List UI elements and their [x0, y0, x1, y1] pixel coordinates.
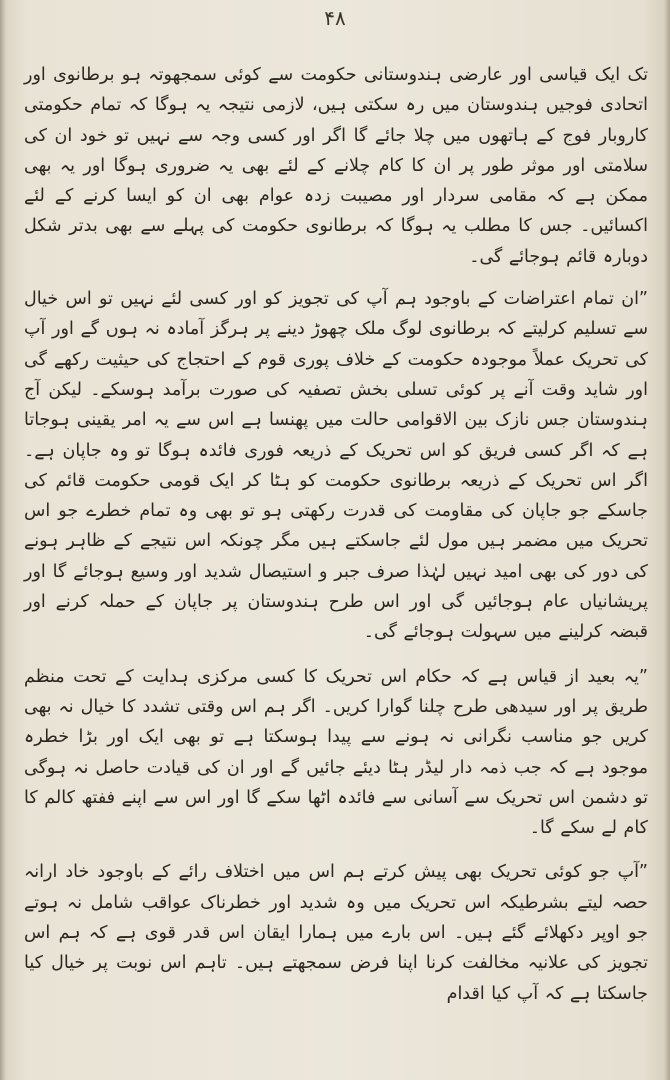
- page-body: [24, 60, 648, 1023]
- page-number: ۴۸: [324, 6, 346, 30]
- paragraph-3: ”یہ بعید از قیاس ہے کہ حکام اس تحریک کا کسی مرکزی ہدایت کے تحت منظم طریق پر اور سیدھی طرح چلنا گوارا کریں۔ اگر ہم اس وقتی تشدد کا خیال نہ بھی کریں جو مناسب نگرانی نہ ہونے سے پیدا ہوسکتا ہے تو بھی ایک اور بڑا خطرہ موجود ہے کہ جب ذمہ دار لیڈر ہٹا دیئے جائیں گے اور ان کی قیادت حاصل نہ ہوگی تو دشمن اس تحریک سے آسانی سے فائدہ اٹھا سکے گا اور اس سے اپنے ففتھ کالم کا کام لے سکے گا۔: [24, 666, 648, 839]
- page-edge-shadow-right: [664, 0, 670, 1080]
- paragraph-2: ”ان تمام اعتراضات کے باوجود ہم آپ کی تجویز کو اور کسی لئے نہیں تو اس خیال سے تسلیم کرلیتے کہ برطانوی لوگ ملک چھوڑ دینے پر ہرگز آمادہ نہ ہوں گے اور آپ کی تحریک عملاً موجودہ حکومت کے خلاف پوری قوم کے احتجاج کی حیثیت رکھے گی اور شاید وقت آنے پر کوئی تسلی بخش تصفیہ کی صورت برآمد ہوسکے۔ لیکن آج ہندوستان جس نازک بین الاقوامی حالت میں پھنسا ہے اس سے یہ امر یقینی ہوجاتا ہے کہ اگر کسی فریق کو اس تحریک کے ذریعہ فوری فائدہ ہوگا تو وہ جاپان ہے۔ اگر اس تحریک کے ذریعہ برطانوی حکومت کو ہٹا کر ایک قومی حکومت قائم کی جاسکے جو جاپان کی مقاومت کی قدرت رکھتی ہو تو بھی وہ تمام خطرے جو اس تحریک میں مضمر ہیں مول لئے جاسکتے ہیں مگر چونکہ اس نتیجے کے ظاہر ہونے کی دور کی بھی امید نہیں لہٰذا صرف جبر و استیصال شدید اور وسیع ہوجائے گا اور پریشانیاں عام ہوجائیں گی اور اس طرح ہندوستان پر جاپان کے حملہ کرنے اور قبضہ کرلینے میں سہولت ہوجائے گی۔: [24, 289, 648, 643]
- paragraph-1: تک ایک قیاسی اور عارضی ہندوستانی حکومت سے کوئی سمجھوتہ ہو برطانوی اور اتحادی فوجیں ہندوستان میں رہ سکتی ہیں، لازمی نتیجہ یہ ہوگا کہ تمام حکومتی کاروبار فوج کے ہاتھوں میں چلا جائے گا اگر اور کسی وجہ سے نہیں تو خود ان کی سلامتی اور موثر طور پر ان کا کام چلانے کے لئے بھی یہ ضروری ہوگا اور یہ بھی ممکن ہے کہ مقامی سردار اور مصیبت زدہ عوام بھی ان کو ایسا کرنے کے لئے اکسائیں۔ جس کا مطلب یہ ہوگا کہ برطانوی حکومت کی پہلے سے بھی بدتر شکل دوبارہ قائم ہوجائے گی۔: [24, 65, 648, 267]
- page-edge-shadow-left: [0, 0, 6, 1080]
- paragraph-4: ”آپ جو کوئی تحریک بھی پیش کرتے ہم اس میں اختلاف رائے کے باوجود خاد ارانہ حصہ لیتے بشرطیکہ اس تحریک میں وہ شدید اور خطرناک عواقب شامل نہ ہوتے جو اوپر دکھلائے گئے ہیں۔ اس بارے میں ہمارا ایقان اس قدر قوی ہے کہ ہم اس تجویز کی علانیہ مخالفت کرنا اپنا فرض سمجھتے ہیں۔ تاہم اس نوبت پر خیال کیا جاسکتا ہے کہ آپ کیا اقدام: [24, 862, 648, 1004]
